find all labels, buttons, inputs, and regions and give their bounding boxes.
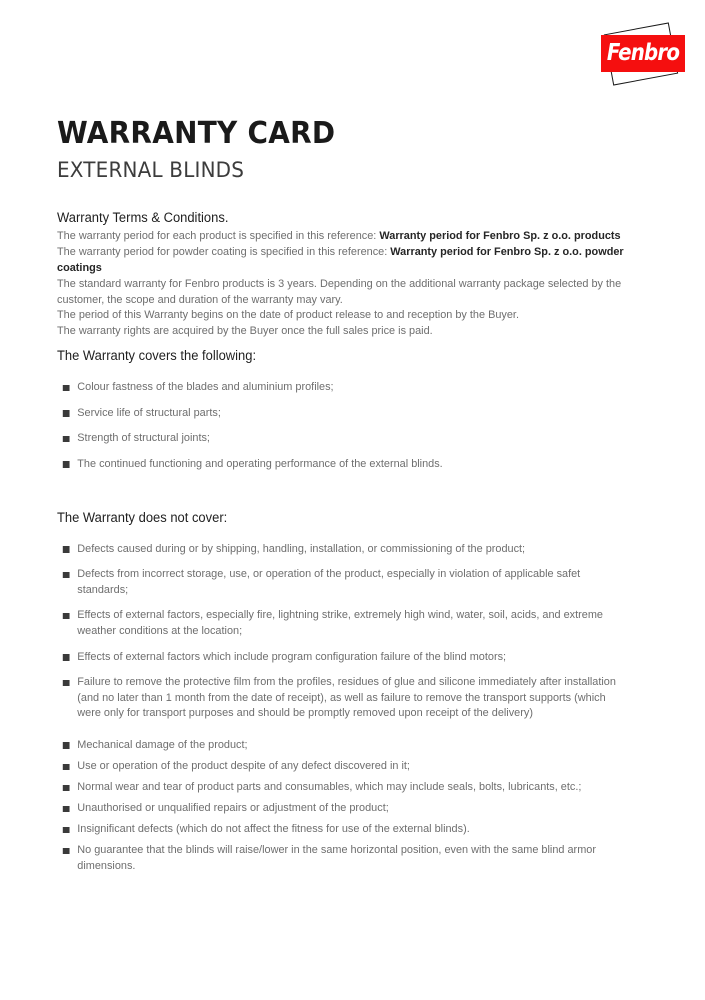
square-bullet-icon <box>63 546 69 553</box>
terms-line-3: The standard warranty for Fenbro products is 3 years. Depending on the additional warranty package selected by the customer, the scope and duration of the warranty may vary. <box>57 277 622 306</box>
page-title: WARRANTY CARD <box>57 116 336 151</box>
square-bullet-icon <box>63 461 69 468</box>
terms-line-1-plain: The warranty period for each product is specified in this reference: <box>57 230 380 243</box>
list-item-text: Normal wear and tear of product parts and consumables, which may include seals, bolts, lubricants, etc.; <box>77 781 582 794</box>
list-item-text: Colour fastness of the blades and aluminium profiles; <box>77 381 334 394</box>
list-item-text: Defects caused during or by shipping, handling, installation, or commissioning of the product; <box>77 542 526 555</box>
square-bullet-icon <box>63 385 69 392</box>
terms-line-2-reference: Warranty period for Fenbro Sp. z o.o. powder coatings <box>57 246 624 274</box>
terms-line-2-plain: The warranty period for powder coating is specified in this reference: <box>57 246 391 259</box>
list-item <box>57 567 626 598</box>
list-item <box>57 843 626 874</box>
list-item <box>57 431 626 447</box>
list-item <box>57 406 626 422</box>
list-item <box>57 457 626 473</box>
list-item-text: Unauthorised or unqualified repairs or adjustment of the product; <box>77 802 389 815</box>
square-bullet-icon <box>63 742 69 749</box>
square-bullet-icon <box>63 572 69 579</box>
terms-line-2 <box>57 245 626 277</box>
list-item-text: No guarantee that the blinds will raise/lower in the same horizontal position, even with the same blind armor dimensions. <box>77 844 596 872</box>
list-item <box>57 801 626 817</box>
list-item <box>57 738 626 754</box>
covers-heading: The Warranty covers the following: <box>57 347 257 363</box>
list-item-text: Strength of structural joints; <box>77 432 210 445</box>
list-item <box>57 650 626 666</box>
not-covers-heading: The Warranty does not cover: <box>57 509 228 525</box>
square-bullet-icon <box>63 654 69 661</box>
list-item <box>57 675 626 722</box>
covers-list <box>57 380 647 472</box>
square-bullet-icon <box>63 764 69 771</box>
list-item <box>57 542 626 558</box>
list-item-text: Mechanical damage of the product; <box>77 738 248 751</box>
list-item <box>57 608 626 639</box>
list-item <box>57 759 626 775</box>
terms-heading: Warranty Terms & Conditions. <box>57 210 229 225</box>
logo-red-plate <box>601 35 685 72</box>
list-item <box>57 380 626 396</box>
square-bullet-icon <box>63 436 69 443</box>
logo-wordmark: Fenbro <box>606 40 680 66</box>
terms-line-1-reference: Warranty period for Fenbro Sp. z o.o. products <box>379 230 621 243</box>
not-covers-list-group-1 <box>57 542 647 722</box>
terms-line-5: The warranty rights are acquired by the Buyer once the full sales price is paid. <box>57 325 433 338</box>
list-item-text: Effects of external factors, especially fire, lightning strike, extremely high wind, water, soil, acids, and extreme weather conditions at the location; <box>77 609 604 638</box>
list-item-text: Insignificant defects (which do not affect the fitness for use of the external blinds). <box>77 823 470 836</box>
terms-line-1 <box>57 229 626 245</box>
fenbro-logo <box>592 24 692 86</box>
list-item-text: Defects from incorrect storage, use, or operation of the product, especially in violation of applicable safet standards; <box>77 568 581 596</box>
list-item-text: Failure to remove the protective film from the profiles, residues of glue and silicone immediately after installation (and no later than 1 month from the date of receipt), as well as failure to remove the transport supports (which were only for transport purposes and should be promptly removed upon receipt of the delivery) <box>77 676 616 720</box>
list-item <box>57 780 626 796</box>
list-item-text: Service life of structural parts; <box>77 406 221 419</box>
list-item-text: Effects of external factors which include program configuration failure of the blind motors; <box>77 650 507 663</box>
document-body <box>57 208 647 880</box>
square-bullet-icon <box>63 827 69 834</box>
terms-line-4: The period of this Warranty begins on the date of product release to and reception by the Buyer. <box>57 309 519 322</box>
not-covers-list-group-2 <box>57 738 647 875</box>
square-bullet-icon <box>63 848 69 855</box>
square-bullet-icon <box>63 613 69 620</box>
square-bullet-icon <box>63 785 69 792</box>
list-item-text: The continued functioning and operating performance of the external blinds. <box>77 457 443 470</box>
list-item <box>57 822 626 838</box>
list-item-text: Use or operation of the product despite of any defect discovered in it; <box>77 760 410 773</box>
square-bullet-icon <box>63 806 69 813</box>
page-subtitle: EXTERNAL BLINDS <box>57 157 245 182</box>
square-bullet-icon <box>63 410 69 417</box>
square-bullet-icon <box>63 680 69 687</box>
title-block <box>57 118 657 182</box>
